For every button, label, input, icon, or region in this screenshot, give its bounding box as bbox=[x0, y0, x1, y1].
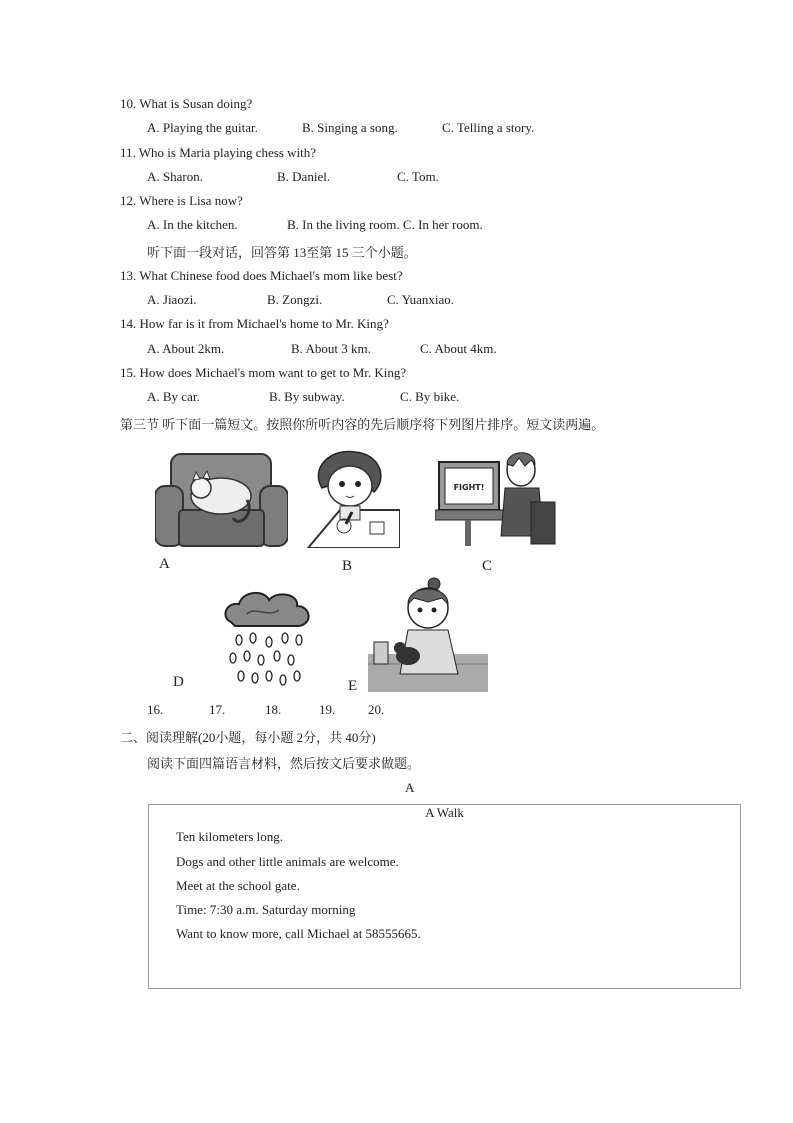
question-14: 14. How far is it from Michael's home to Mr. King? bbox=[120, 316, 389, 331]
option-a: A. Sharon. bbox=[147, 169, 203, 184]
screen-text: FIGHT! bbox=[453, 483, 485, 492]
picture-label-d: D bbox=[173, 674, 184, 690]
option-c: C. Yuanxiao. bbox=[387, 292, 455, 307]
passage-line: Meet at the school gate. bbox=[176, 878, 300, 893]
option-b: B. By subway. bbox=[269, 389, 345, 404]
passage-title: A Walk bbox=[425, 805, 464, 820]
option-b: B. Daniel. bbox=[277, 169, 331, 184]
picture-label-a: A bbox=[159, 556, 170, 572]
picture-rain-cloud bbox=[221, 588, 313, 692]
option-a: A. By car. bbox=[147, 389, 200, 404]
part-2-instruction: 阅读下面四篇语言材料，然后按文后要求做题。 bbox=[147, 756, 421, 771]
option-b: B. About 3 km. bbox=[291, 341, 371, 356]
question-12: 12. Where is Lisa now? bbox=[120, 193, 243, 208]
part-2-title: 二、阅读理解(20小题，每小题 2分，共 40分) bbox=[120, 730, 376, 745]
answer-18: 18. bbox=[265, 702, 282, 717]
option-c: C. About 4km. bbox=[420, 341, 497, 356]
passage-box bbox=[148, 804, 741, 989]
option-a: A. Playing the guitar. bbox=[147, 120, 258, 135]
picture-girl-drawing bbox=[300, 448, 400, 548]
option-b: B. Singing a song. bbox=[302, 120, 398, 135]
picture-label-b: B bbox=[342, 558, 353, 574]
question-13: 13. What Chinese food does Michael's mom like best? bbox=[120, 268, 403, 283]
option-a: A. In the kitchen. bbox=[147, 217, 238, 232]
question-15: 15. How does Michael's mom want to get to Mr. King? bbox=[120, 365, 407, 380]
passage-line: Time: 7:30 a.m. Saturday morning bbox=[176, 902, 356, 917]
option-a: A. About 2km. bbox=[147, 341, 225, 356]
question-10-options bbox=[147, 120, 534, 136]
passage-line: Want to know more, call Michael at 58555665. bbox=[176, 926, 421, 941]
option-c: C. By bike. bbox=[400, 389, 460, 404]
question-14-options bbox=[147, 341, 497, 357]
picture-label-e: E bbox=[348, 678, 358, 694]
question-13-options bbox=[147, 292, 454, 308]
picture-cat-on-sofa bbox=[155, 448, 288, 552]
passage-letter: A bbox=[405, 780, 415, 795]
option-b: B. Zongzi. bbox=[267, 292, 323, 307]
question-15-options bbox=[147, 389, 459, 405]
picture-girl-with-dog bbox=[368, 574, 488, 692]
picture-boy-at-computer bbox=[435, 446, 560, 550]
answer-numbers bbox=[147, 702, 384, 718]
question-11: 11. Who is Maria playing chess with? bbox=[120, 145, 317, 160]
question-10: 10. What is Susan doing? bbox=[120, 96, 253, 111]
instruction-13-15: 听下面一段对话，回答第 13至第 15 三个小题。 bbox=[147, 245, 417, 260]
answer-20: 20. bbox=[368, 702, 385, 717]
option-a: A. Jiaozi. bbox=[147, 292, 197, 307]
passage-line: Dogs and other little animals are welcome. bbox=[176, 854, 399, 869]
picture-label-c: C bbox=[482, 558, 493, 574]
section-3-heading: 第三节 听下面一篇短文。按照你所听内容的先后顺序将下列图片排序。短文读两遍。 bbox=[120, 417, 605, 432]
answer-19: 19. bbox=[319, 702, 336, 717]
question-11-options bbox=[147, 169, 439, 185]
option-b-c: B. In the living room. C. In her room. bbox=[287, 217, 483, 232]
answer-16: 16. bbox=[147, 702, 164, 717]
question-12-options bbox=[147, 217, 483, 233]
answer-17: 17. bbox=[209, 702, 226, 717]
option-c: C. Telling a story. bbox=[442, 120, 535, 135]
option-c: C. Tom. bbox=[397, 169, 439, 184]
passage-line: Ten kilometers long. bbox=[176, 829, 284, 844]
